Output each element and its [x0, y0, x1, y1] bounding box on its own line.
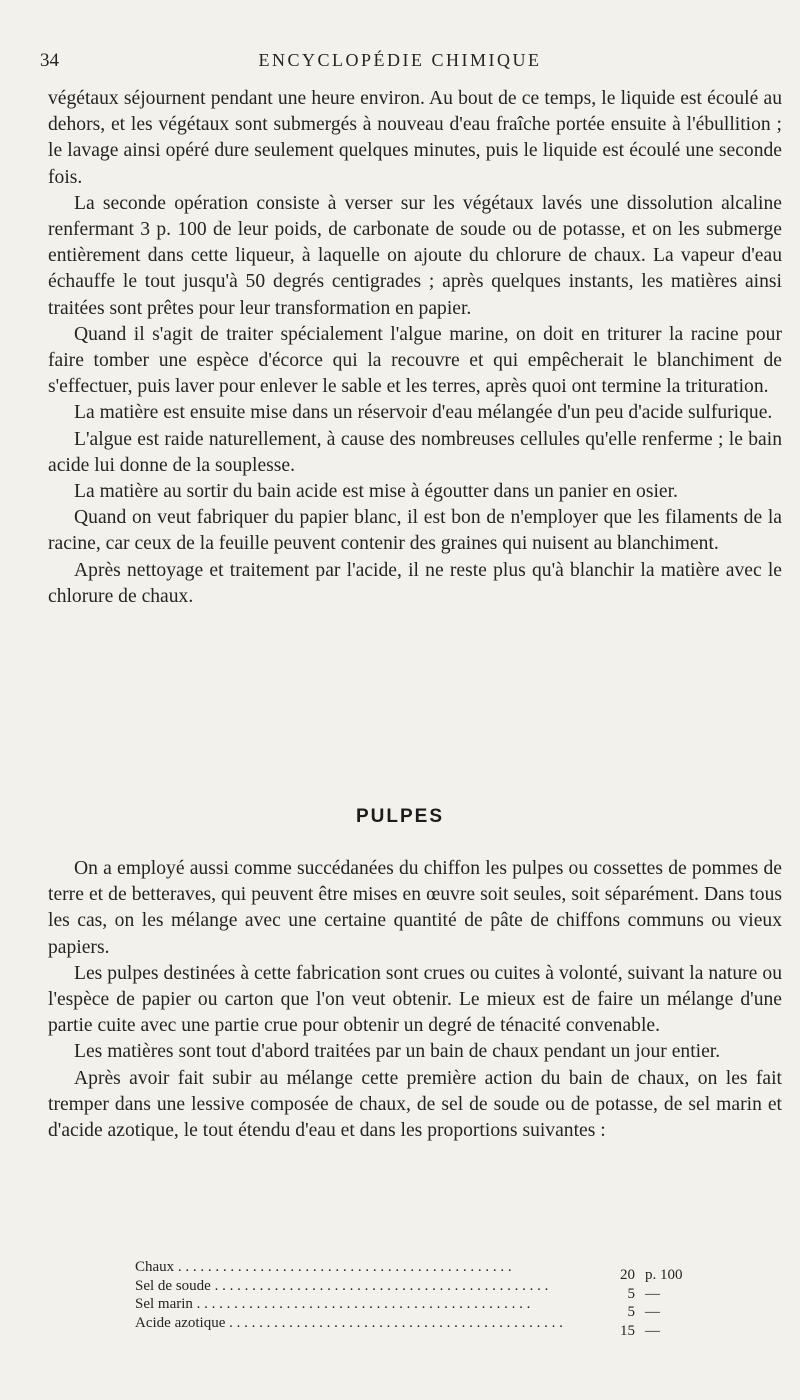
- paragraph: La seconde opération consiste à verser sur les végétaux lavés une dissolution alcaline renfermant 3 p. 100 de leur poids, de carbonate de soude ou de potasse, et on les submerge entièrement dans cette liqueur, à laquelle on ajoute du chlorure de chaux. La vapeur d'eau échauffe le tout jusqu'à 50 degrés centigrades ; après quelques instants, les matières ainsi traitées sont prêtes pour leur transformation en papier.: [48, 192, 782, 319]
- proportion-row: [135, 1314, 715, 1339]
- paragraph: Après avoir fait subir au mélange cette première action du bain de chaux, on les fait tremper dans une lessive composée de chaux, de sel de soude ou de potasse, de sel marin et d'acide azotique, le tout étendu d'eau et dans les proportions suivantes :: [48, 1067, 782, 1142]
- ingredient-name: Sel marin . . .: [135, 1295, 595, 1314]
- ingredient-quantity: 20: [620, 1267, 635, 1283]
- ingredient-name: Sel de soude . . .: [135, 1277, 595, 1296]
- ingredient-quantity: 5: [627, 1285, 635, 1302]
- ingredient-name: Acide azotique . . .: [135, 1314, 595, 1333]
- proportion-row: [135, 1295, 715, 1320]
- proportion-row: [135, 1277, 715, 1302]
- paragraph: Les pulpes destinées à cette fabrication sont crues ou cuites à volonté, suivant la nature ou l'espèce de papier ou carton que l'on veut obtenir. Le mieux est de faire un mélange d'une partie cuite avec une partie crue pour obtenir un degré de ténacité convenable.: [48, 962, 782, 1037]
- paragraph: Quand on veut fabriquer du papier blanc, il est bon de n'employer que les filaments de la racine, car ceux de la feuille peuvent contenir des graines qui nuisent au blanchiment.: [48, 507, 782, 555]
- body-text-bottom: [48, 856, 782, 1144]
- proportion-row: [135, 1258, 715, 1283]
- ingredient-quantity: 5: [627, 1304, 635, 1320]
- page-number: 34: [40, 50, 59, 71]
- paragraph: Les matières sont tout d'abord traitées par un bain de chaux pendant un jour entier.: [74, 1041, 721, 1063]
- ingredient-unit: p. 100: [645, 1267, 683, 1283]
- section-heading: PULPES: [355, 806, 445, 827]
- ingredient-name: Chaux . . .: [135, 1258, 595, 1277]
- paragraph: végétaux séjournent pendant une heure environ. Au bout de ce temps, le liquide est écoulé au dehors, et les végétaux sont submergés à nouveau d'eau fraîche portée ensuite à l'ébullition ; le lavage ainsi opéré dure seulement quelques minutes, puis le liquide est écoulé une seconde fois.: [48, 88, 782, 188]
- paragraph: L'algue est raide naturellement, à cause des nombreuses cellules qu'elle renferme ; le bain acide lui donne de la souplesse.: [48, 428, 782, 476]
- ingredient-unit: —: [645, 1304, 660, 1320]
- ingredient-unit: —: [645, 1322, 660, 1339]
- paragraph: On a employé aussi comme succédanées du chiffon les pulpes ou cossettes de pommes de terre et de betteraves, qui peuvent être mises en œuvre soit seules, soit séparément. Dans tous les cas, on les mélange avec une certaine quantité de pâte de chiffons communs ou vieux papiers.: [48, 858, 782, 958]
- paragraph: Après nettoyage et traitement par l'acide, il ne reste plus qu'à blanchir la matière avec le chlorure de chaux.: [48, 559, 782, 607]
- running-title: ENCYCLOPÉDIE CHIMIQUE: [258, 50, 542, 70]
- body-text-top: [48, 86, 782, 610]
- paragraph: La matière au sortir du bain acide est mise à égoutter dans un panier en osier.: [74, 481, 678, 503]
- proportions-table: [135, 1258, 715, 1339]
- ingredient-quantity: 15: [620, 1322, 635, 1339]
- ingredient-unit: —: [645, 1285, 660, 1302]
- paragraph: Quand il s'agit de traiter spécialement l'algue marine, on doit en triturer la racine pour faire tomber une espèce d'écorce qui la recouvre et qui empêcherait le blanchiment de s'effectuer, puis laver pour enlever le sable et les terres, après quoi ont termine la trituration.: [48, 323, 782, 398]
- page-header: [40, 50, 760, 76]
- paragraph: La matière est ensuite mise dans un réservoir d'eau mélangée d'un peu d'acide sulfurique.: [74, 402, 773, 424]
